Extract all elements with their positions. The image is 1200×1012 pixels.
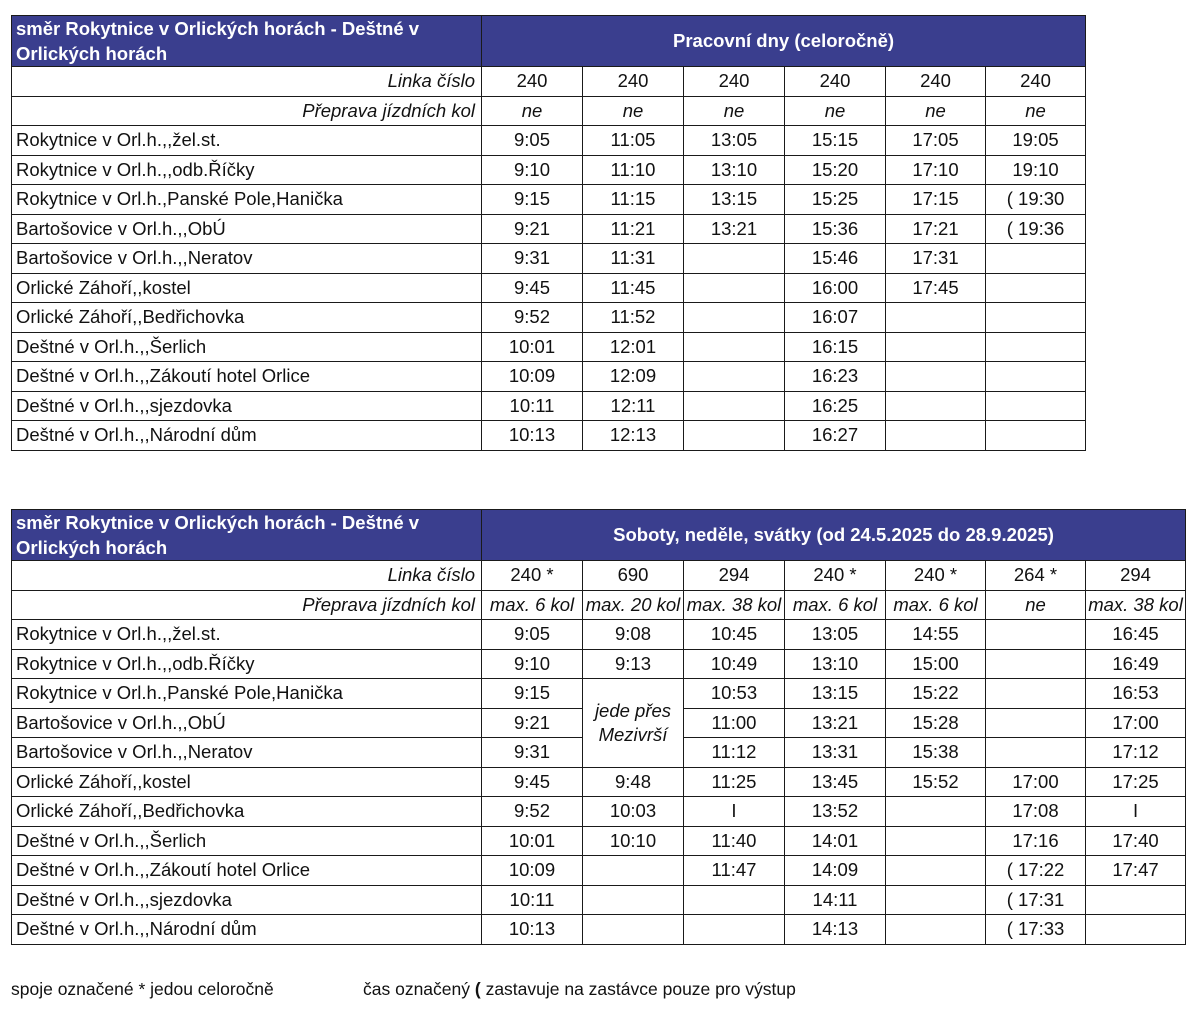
departure-time: 11:45	[583, 273, 684, 303]
departure-time	[886, 915, 986, 945]
bike-transport-row	[12, 96, 1086, 126]
departure-time: 13:10	[684, 155, 785, 185]
stop-row	[12, 362, 1086, 392]
stop-name: Deštné v Orl.h.,,Zákoutí hotel Orlice	[12, 362, 482, 392]
departure-time: 17:15	[886, 185, 986, 215]
departure-time: 15:25	[785, 185, 886, 215]
departure-time: 12:13	[583, 421, 684, 451]
departure-time: ( 17:22	[986, 856, 1086, 886]
departure-time	[684, 303, 785, 333]
stop-row	[12, 421, 1086, 451]
departure-time: 11:47	[684, 856, 785, 886]
line-number: 240	[684, 67, 785, 97]
footnote-suffix: zastavuje na zastávce pouze pro výstup	[480, 979, 796, 999]
departure-time	[684, 244, 785, 274]
departure-time: ( 17:31	[986, 885, 1086, 915]
stop-name: Bartošovice v Orl.h.,,ObÚ	[12, 214, 482, 244]
departure-time: 9:45	[482, 273, 583, 303]
departure-time: 10:03	[583, 797, 684, 827]
stop-row	[12, 155, 1086, 185]
departure-time: I	[684, 797, 785, 827]
stop-name: Rokytnice v Orl.h.,Panské Pole,Hanička	[12, 679, 482, 709]
departure-time	[1086, 885, 1186, 915]
departure-time: 9:52	[482, 303, 583, 333]
departure-time: 10:11	[482, 885, 583, 915]
stop-name: Bartošovice v Orl.h.,,Neratov	[12, 738, 482, 768]
footnote-symbol: (	[474, 979, 481, 999]
stop-name: Rokytnice v Orl.h.,,žel.st.	[12, 126, 482, 156]
departure-time: 13:15	[684, 185, 785, 215]
departure-time: 16:49	[1086, 649, 1186, 679]
bike-capacity: ne	[785, 96, 886, 126]
period-title: Soboty, neděle, svátky (od 24.5.2025 do 28.9.2025)	[482, 510, 1186, 561]
departure-time	[986, 303, 1086, 333]
departure-time: 10:10	[583, 826, 684, 856]
departure-time	[583, 856, 684, 886]
bike-capacity: ne	[886, 96, 986, 126]
stop-row	[12, 244, 1086, 274]
stop-name: Orlické Záhoří,,Bedřichovka	[12, 303, 482, 333]
departure-time: 9:10	[482, 649, 583, 679]
stop-name: Rokytnice v Orl.h.,Panské Pole,Hanička	[12, 185, 482, 215]
footnote-year-round: spoje označené * jedou celoročně	[11, 979, 274, 999]
stop-row	[12, 649, 1186, 679]
line-number: 240	[482, 67, 583, 97]
line-number: 240 *	[886, 561, 986, 591]
line-number: 240	[986, 67, 1086, 97]
departure-time	[986, 421, 1086, 451]
departure-time: 10:45	[684, 620, 785, 650]
departure-time: 17:10	[886, 155, 986, 185]
departure-time: 17:40	[1086, 826, 1186, 856]
departure-time: 17:12	[1086, 738, 1186, 768]
departure-time: 15:52	[886, 767, 986, 797]
departure-time: 11:05	[583, 126, 684, 156]
departure-time: 10:13	[482, 421, 583, 451]
departure-time: 10:53	[684, 679, 785, 709]
stop-row	[12, 915, 1186, 945]
bike-capacity: max. 6 kol	[886, 590, 986, 620]
departure-time: 14:09	[785, 856, 886, 886]
departure-time: 15:36	[785, 214, 886, 244]
direction-title: směr Rokytnice v Orlických horách - Deštné v Orlických horách	[12, 16, 482, 67]
departure-time: 15:00	[886, 649, 986, 679]
departure-time: 9:15	[482, 679, 583, 709]
bike-transport-label: Přeprava jízdních kol	[12, 590, 482, 620]
direction-title: směr Rokytnice v Orlických horách - Deštné v Orlických horách	[12, 510, 482, 561]
line-number: 264 *	[986, 561, 1086, 591]
departure-time: 9:31	[482, 738, 583, 768]
departure-time: 17:00	[986, 767, 1086, 797]
departure-time: 13:05	[785, 620, 886, 650]
departure-time	[986, 620, 1086, 650]
stop-name: Orlické Záhoří,,kostel	[12, 767, 482, 797]
departure-time	[886, 885, 986, 915]
departure-time: 13:05	[684, 126, 785, 156]
departure-time: 10:11	[482, 391, 583, 421]
departure-time: 9:05	[482, 620, 583, 650]
stop-row	[12, 126, 1086, 156]
bike-capacity: ne	[482, 96, 583, 126]
departure-time	[986, 679, 1086, 709]
departure-time	[583, 885, 684, 915]
departure-time: 16:00	[785, 273, 886, 303]
departure-time: 9:21	[482, 214, 583, 244]
departure-time: ( 19:36	[986, 214, 1086, 244]
departure-time: 16:25	[785, 391, 886, 421]
departure-time	[1086, 915, 1186, 945]
departure-time: 12:09	[583, 362, 684, 392]
departure-time: 17:21	[886, 214, 986, 244]
departure-time: 17:31	[886, 244, 986, 274]
departure-time: 17:25	[1086, 767, 1186, 797]
departure-time: 17:00	[1086, 708, 1186, 738]
departure-time: 10:01	[482, 332, 583, 362]
departure-time: 11:52	[583, 303, 684, 333]
departure-time	[886, 332, 986, 362]
departure-time: 9:31	[482, 244, 583, 274]
line-number: 240	[886, 67, 986, 97]
bike-transport-label: Přeprava jízdních kol	[12, 96, 482, 126]
departure-time	[986, 649, 1086, 679]
bike-transport-row	[12, 590, 1186, 620]
departure-time: 15:46	[785, 244, 886, 274]
footnote-prefix: čas označený	[363, 979, 475, 999]
stop-name: Deštné v Orl.h.,,sjezdovka	[12, 391, 482, 421]
departure-time	[684, 332, 785, 362]
departure-time: 15:28	[886, 708, 986, 738]
departure-time	[886, 362, 986, 392]
departure-time	[684, 885, 785, 915]
departure-time: 10:09	[482, 362, 583, 392]
departure-time	[684, 362, 785, 392]
line-number-row	[12, 561, 1186, 591]
period-title: Pracovní dny (celoročně)	[482, 16, 1086, 67]
departure-time: 12:11	[583, 391, 684, 421]
bike-capacity: max. 38 kol	[1086, 590, 1186, 620]
departure-time	[886, 797, 986, 827]
stop-name: Rokytnice v Orl.h.,,odb.Říčky	[12, 649, 482, 679]
departure-time: 9:10	[482, 155, 583, 185]
departure-time	[684, 421, 785, 451]
departure-time: 13:45	[785, 767, 886, 797]
stop-name: Bartošovice v Orl.h.,,Neratov	[12, 244, 482, 274]
bike-capacity: ne	[986, 96, 1086, 126]
departure-time: 13:31	[785, 738, 886, 768]
departure-time: 14:13	[785, 915, 886, 945]
stop-row	[12, 391, 1086, 421]
departure-time: ( 17:33	[986, 915, 1086, 945]
departure-time: 19:10	[986, 155, 1086, 185]
departure-time: 9:15	[482, 185, 583, 215]
weekday-timetable	[11, 15, 1086, 451]
line-number: 690	[583, 561, 684, 591]
stop-row	[12, 185, 1086, 215]
stop-name: Deštné v Orl.h.,,Národní dům	[12, 421, 482, 451]
departure-time: 16:27	[785, 421, 886, 451]
departure-time: 10:09	[482, 856, 583, 886]
departure-time: 15:20	[785, 155, 886, 185]
departure-time: 19:05	[986, 126, 1086, 156]
departure-time: 9:13	[583, 649, 684, 679]
bike-capacity: max. 38 kol	[684, 590, 785, 620]
stop-name: Rokytnice v Orl.h.,,žel.st.	[12, 620, 482, 650]
departure-time	[886, 303, 986, 333]
header-row	[12, 510, 1186, 561]
stop-row	[12, 797, 1186, 827]
departure-time: 16:07	[785, 303, 886, 333]
line-number-label: Linka číslo	[12, 561, 482, 591]
stop-row	[12, 620, 1186, 650]
stop-name: Deštné v Orl.h.,,Šerlich	[12, 826, 482, 856]
bike-capacity: max. 6 kol	[785, 590, 886, 620]
departure-time: 9:52	[482, 797, 583, 827]
stop-row	[12, 303, 1086, 333]
departure-time	[886, 421, 986, 451]
line-number: 240	[583, 67, 684, 97]
departure-time: 16:53	[1086, 679, 1186, 709]
departure-time: 11:00	[684, 708, 785, 738]
stop-name: Orlické Záhoří,,kostel	[12, 273, 482, 303]
departure-time: 10:13	[482, 915, 583, 945]
line-number: 240 *	[785, 561, 886, 591]
line-number: 240 *	[482, 561, 583, 591]
stop-name: Bartošovice v Orl.h.,,ObÚ	[12, 708, 482, 738]
stop-row	[12, 885, 1186, 915]
departure-time: 13:52	[785, 797, 886, 827]
departure-time: 16:45	[1086, 620, 1186, 650]
departure-time	[886, 856, 986, 886]
departure-time: 14:01	[785, 826, 886, 856]
stop-name: Deštné v Orl.h.,,sjezdovka	[12, 885, 482, 915]
stop-row	[12, 856, 1186, 886]
stop-name: Deštné v Orl.h.,,Zákoutí hotel Orlice	[12, 856, 482, 886]
departure-time: 15:38	[886, 738, 986, 768]
departure-time: 9:05	[482, 126, 583, 156]
stop-row	[12, 679, 1186, 709]
departure-time: 13:15	[785, 679, 886, 709]
stop-name: Rokytnice v Orl.h.,,odb.Říčky	[12, 155, 482, 185]
stop-name: Orlické Záhoří,,Bedřichovka	[12, 797, 482, 827]
departure-time: 11:40	[684, 826, 785, 856]
departure-time: 11:10	[583, 155, 684, 185]
departure-time: 14:55	[886, 620, 986, 650]
departure-time	[986, 244, 1086, 274]
line-number-label: Linka číslo	[12, 67, 482, 97]
departure-time: 15:15	[785, 126, 886, 156]
departure-time: 13:21	[785, 708, 886, 738]
departure-time: ( 19:30	[986, 185, 1086, 215]
stop-row	[12, 332, 1086, 362]
departure-time: 17:47	[1086, 856, 1186, 886]
line-number: 294	[1086, 561, 1186, 591]
departure-time: 11:15	[583, 185, 684, 215]
departure-time: 17:08	[986, 797, 1086, 827]
header-row	[12, 16, 1086, 67]
departure-time	[986, 273, 1086, 303]
footnote-alighting-only	[363, 979, 796, 1000]
departure-time	[986, 708, 1086, 738]
bike-capacity: ne	[684, 96, 785, 126]
departure-time: 17:16	[986, 826, 1086, 856]
departure-time: 11:31	[583, 244, 684, 274]
bike-capacity: ne	[583, 96, 684, 126]
bike-capacity: max. 6 kol	[482, 590, 583, 620]
departure-time: 9:48	[583, 767, 684, 797]
departure-time: 9:08	[583, 620, 684, 650]
stop-name: Deštné v Orl.h.,,Šerlich	[12, 332, 482, 362]
departure-time: 17:05	[886, 126, 986, 156]
departure-time	[583, 915, 684, 945]
departure-time: 15:22	[886, 679, 986, 709]
departure-time: 17:45	[886, 273, 986, 303]
departure-time: 10:49	[684, 649, 785, 679]
departure-time: 9:45	[482, 767, 583, 797]
departure-time	[986, 391, 1086, 421]
departure-time: 11:21	[583, 214, 684, 244]
weekend-timetable	[11, 509, 1186, 945]
departure-time	[886, 826, 986, 856]
departure-time	[986, 332, 1086, 362]
line-number-row	[12, 67, 1086, 97]
stop-row	[12, 214, 1086, 244]
departure-time	[684, 915, 785, 945]
departure-time	[986, 362, 1086, 392]
departure-time: I	[1086, 797, 1186, 827]
departure-time	[684, 273, 785, 303]
departure-time: 13:10	[785, 649, 886, 679]
stop-row	[12, 767, 1186, 797]
stop-row	[12, 826, 1186, 856]
stop-row	[12, 273, 1086, 303]
departure-time: 11:12	[684, 738, 785, 768]
bike-capacity: ne	[986, 590, 1086, 620]
departure-time: 14:11	[785, 885, 886, 915]
line-number: 240	[785, 67, 886, 97]
departure-time: 16:23	[785, 362, 886, 392]
departure-time: 11:25	[684, 767, 785, 797]
stop-name: Deštné v Orl.h.,,Národní dům	[12, 915, 482, 945]
departure-time	[986, 738, 1086, 768]
departure-time: 13:21	[684, 214, 785, 244]
departure-time: 12:01	[583, 332, 684, 362]
departure-time	[886, 391, 986, 421]
departure-time: 9:21	[482, 708, 583, 738]
departure-time: 16:15	[785, 332, 886, 362]
departure-time: 10:01	[482, 826, 583, 856]
via-note: jede přes Mezivrší	[583, 679, 684, 768]
bike-capacity: max. 20 kol	[583, 590, 684, 620]
departure-time	[684, 391, 785, 421]
line-number: 294	[684, 561, 785, 591]
